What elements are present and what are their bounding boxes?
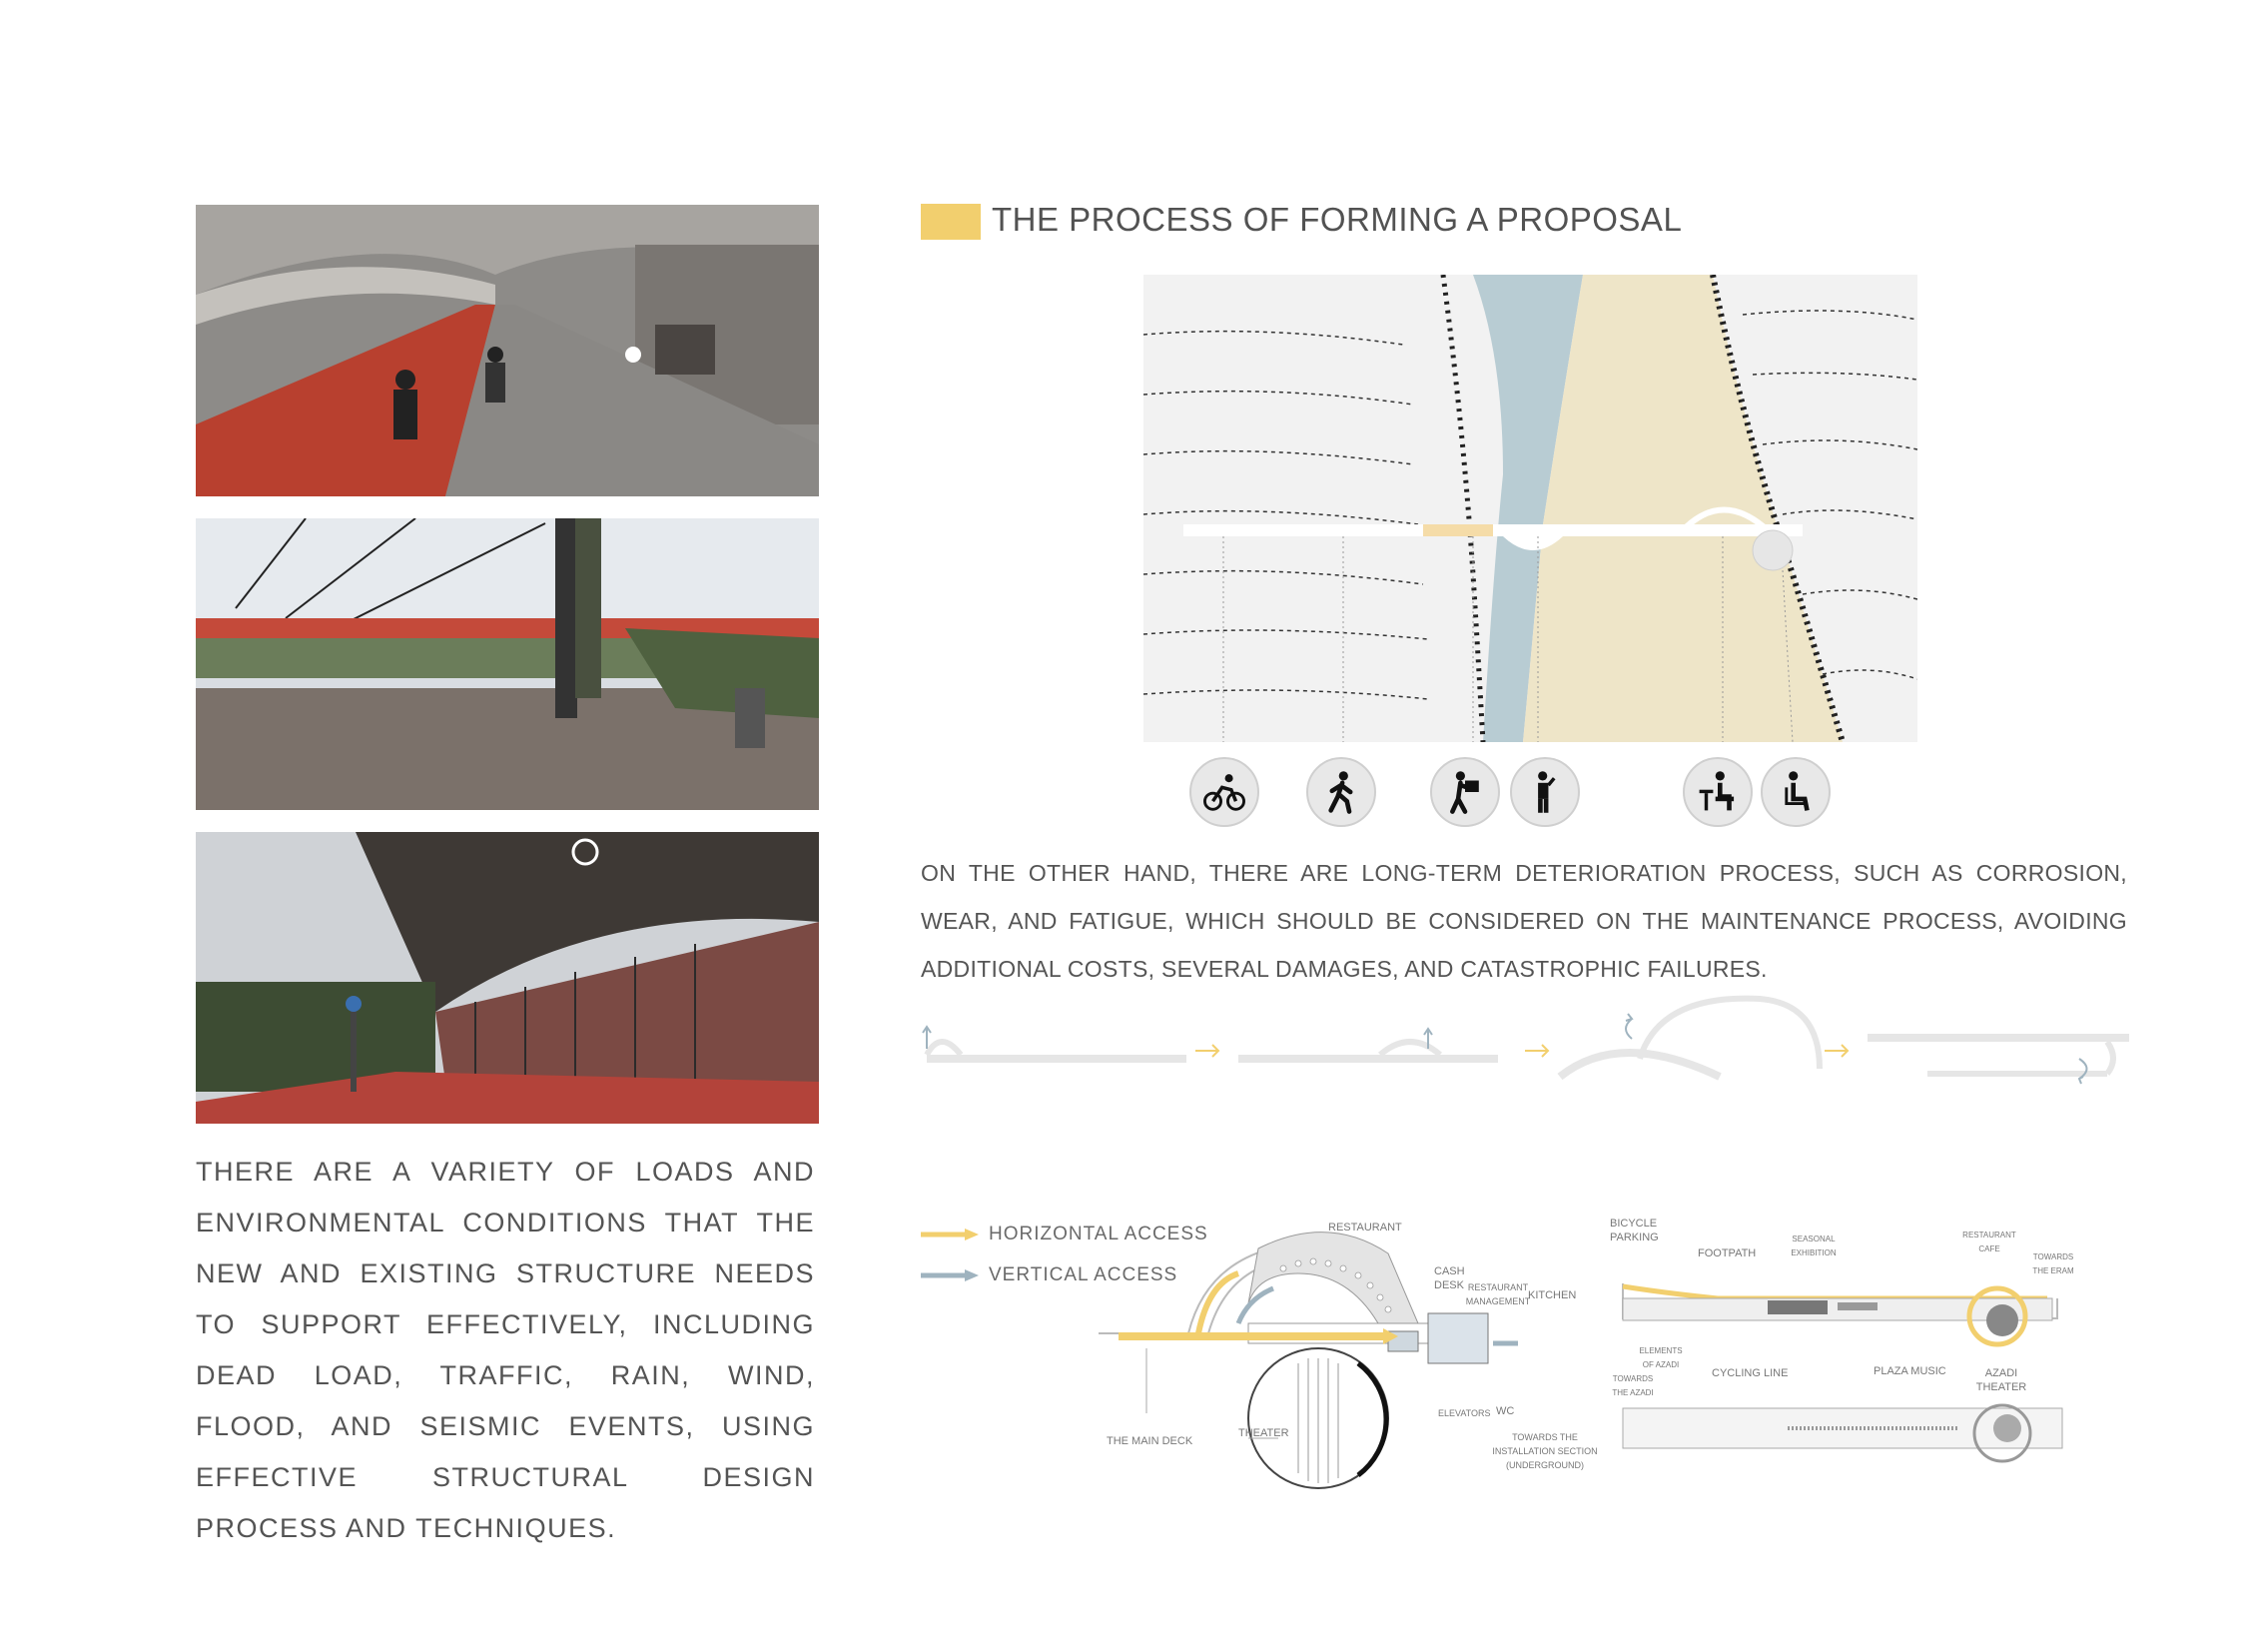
label-seasonal-exhibition: SEASONAL EXHIBITION [1791,1235,1837,1257]
label-footpath: FOOTPATH [1698,1247,1757,1259]
label-wc: WC [1496,1405,1515,1417]
person-on-phone-icon [1510,757,1580,827]
person-seated-icon [1761,757,1831,827]
label-cycling-line: CYCLING LINE [1712,1367,1789,1379]
legend-horizontal-arrow [921,1227,981,1242]
section-title: THE PROCESS OF FORMING A PROPOSAL [992,201,1683,238]
label-azadi-theater: AZADI THEATER [1975,1367,2027,1393]
label-towards-installation: TOWARDS THE INSTALLATION SECTION (UNDERGROUND) [1492,1432,1598,1470]
caption-text: THERE ARE A VARIETY OF LOADS AND ENVIRONMENTAL CONDITIONS THAT THE NEW AND EXISTING STRUCTURE NEEDS TO SUPPORT EFFECTIVELY, INCLUDING DEAD LOAD, TRAFFIC, RAIN, WIND, FLOOD, AND SEISMIC EVENTS, USING EFFECTIVE STRUCTURAL DESIGN PROCESS AND TECHNIQUES. [196,1157,815,1543]
person-carrying-box-icon [1430,757,1500,827]
design-evolution-diagram [921,989,2131,1099]
title-accent-block [921,204,981,240]
pedestrian-icon [1306,757,1376,827]
legend-horizontal-label: HORIZONTAL ACCESS [989,1224,1208,1244]
label-bicycle-parking: BICYCLE PARKING [1610,1218,1659,1243]
label-towards-eram: TOWARDS THE ERAM [2032,1252,2074,1275]
cyclist-icon [1189,757,1259,827]
label-elements-of-azadi: ELEMENTS OF AZADI [1639,1346,1683,1369]
structural-caption [196,1147,815,1554]
label-theater: THEATER [1238,1427,1289,1439]
person-at-table-icon [1683,757,1753,827]
label-cash-desk: CASH DESK [1434,1265,1465,1291]
label-restaurant-management: RESTAURANT MANAGEMENT [1465,1282,1531,1306]
label-plaza-music: PLAZA MUSIC [1874,1365,1946,1377]
label-towards-azadi: TOWARDS THE AZADI [1612,1374,1654,1397]
legend-vertical-label: VERTICAL ACCESS [989,1264,1178,1285]
maintenance-paragraph: ON THE OTHER HAND, THERE ARE LONG-TERM DETERIORATION PROCESS, SUCH AS CORROSION, WEAR, AND FATIGUE, WHICH SHOULD BE CONSIDERED ON THE MAINTENANCE PROCESS, AVOIDING ADDITIONAL COSTS, SEVERAL DAMAGES, AND CATASTROPHIC FAILURES. [921,860,2127,982]
legend-vertical-arrow [921,1267,981,1283]
render-glass-facade [196,832,819,1124]
label-restaurant: RESTAURANT [1328,1222,1402,1234]
site-plan-map [1143,275,1917,742]
label-main-deck: THE MAIN DECK [1107,1435,1193,1447]
render-bridge-deck [196,518,819,810]
label-restaurant-cafe: RESTAURANT CAFE [1962,1231,2016,1253]
label-kitchen: KITCHEN [1528,1289,1577,1301]
label-elevators: ELEVATORS [1438,1408,1491,1418]
render-underpass-cycle-lane [196,205,819,496]
